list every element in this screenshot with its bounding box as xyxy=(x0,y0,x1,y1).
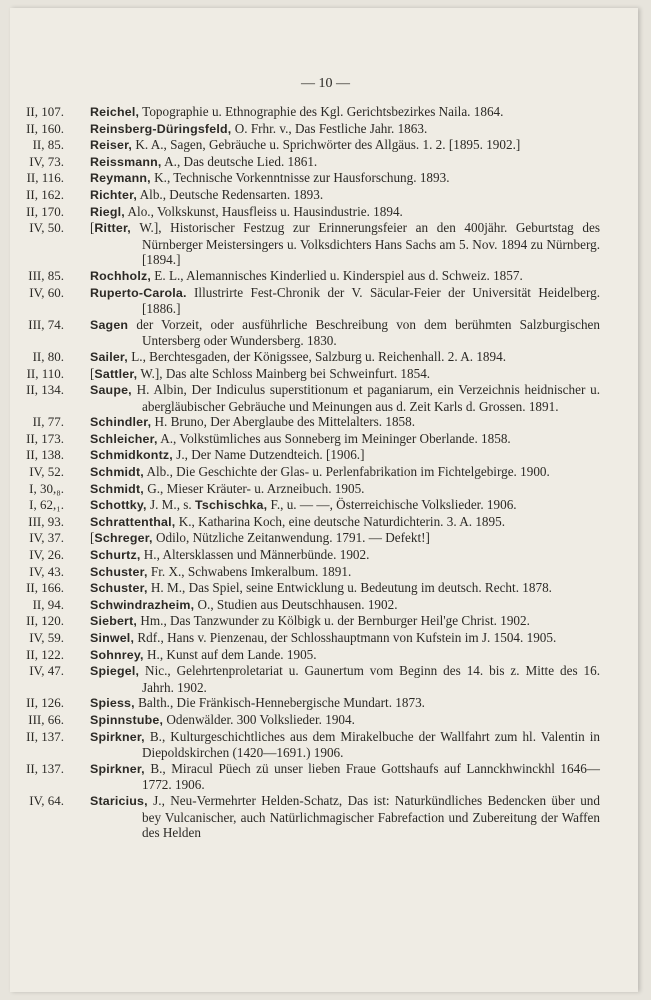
bibliography-entry xyxy=(26,170,600,187)
entry-author: Sattler, xyxy=(94,366,138,381)
bibliography-entry xyxy=(32,414,600,431)
entry-reference: II, 134. xyxy=(26,382,64,398)
entry-text: K. A., Sagen, Gebräuche u. Sprichwörter des Allgäus. 1. 2. [1895. 1902.] xyxy=(132,137,521,153)
entry-author: Siebert, xyxy=(90,614,138,629)
entry-text: H. Albin, Der Indiculus superstitionum et paganiarum, ein Verzeichnis heidnischer u. abergläubischer Gebräuche und Meinungen aus d. Zeit Karls d. Grossen. 1891. xyxy=(131,382,600,414)
bibliography-entry xyxy=(29,220,600,268)
bibliography-entry xyxy=(28,316,600,349)
entry-reference: III, 74. xyxy=(28,316,64,332)
entry-reference: II, 126. xyxy=(26,695,64,711)
entry-body xyxy=(90,317,600,349)
entry-reference: IV, 60. xyxy=(29,284,64,300)
bibliography-entry xyxy=(29,153,600,171)
entry-text: J., Der Name Dutzendteich. [1906.] xyxy=(172,447,365,463)
entry-author: Schwindrazheim, xyxy=(90,597,195,612)
entry-reference: III, 93. xyxy=(28,513,64,529)
bibliography-entry xyxy=(29,464,600,481)
entry-author: Ruperto-Carola. xyxy=(90,285,187,300)
entry-author: Schindler, xyxy=(90,415,152,430)
entry-reference: IV, 73. xyxy=(29,153,64,169)
entry-author: Sagen xyxy=(90,317,129,332)
entry-author: Spirkner, xyxy=(90,729,145,744)
entry-body xyxy=(90,268,600,285)
entry-author: Rochholz, xyxy=(90,268,151,283)
bibliography-entry xyxy=(26,646,600,664)
entry-reference: II, 107. xyxy=(26,104,64,119)
entry-reference: II, 120. xyxy=(26,613,64,629)
entry-body xyxy=(90,663,600,695)
entry-text: Hm., Das Tanzwunder zu Kölbigk u. der Bernburger Heil'ge Christ. 1902. xyxy=(137,613,530,629)
entry-text: Odenwälder. 300 Volkslieder. 1904. xyxy=(163,711,355,727)
entry-bracket: [ xyxy=(90,530,95,546)
entry-body xyxy=(90,580,600,597)
entry-body xyxy=(90,564,600,581)
entry-reference: IV, 26. xyxy=(29,547,64,563)
bibliography-entry xyxy=(26,365,600,383)
entry-body xyxy=(90,481,600,498)
bibliography-entry xyxy=(29,630,600,647)
entry-reference: IV, 64. xyxy=(29,792,64,808)
entry-body xyxy=(90,447,600,464)
entry-author: Schrattenthal, xyxy=(90,514,176,529)
entry-reference: IV, 43. xyxy=(29,563,64,579)
entry-author: Schmidkontz, xyxy=(90,448,173,463)
entry-author: Ritter, xyxy=(94,221,131,236)
entry-author: Schuster, xyxy=(90,581,148,596)
entry-body xyxy=(90,761,600,793)
entry-author: Schmidt, xyxy=(90,481,144,496)
entry-reference: II, 122. xyxy=(26,646,64,662)
entry-reference: II, 94. xyxy=(32,596,64,612)
bibliography-entry xyxy=(29,563,600,581)
entry-author: Schreger, xyxy=(94,531,153,546)
entry-bracket: [ xyxy=(90,220,95,236)
bibliography-list xyxy=(26,104,600,841)
entry-body xyxy=(90,187,600,204)
bibliography-entry xyxy=(28,267,600,285)
entry-author: Sinwel, xyxy=(90,631,135,645)
entry-body xyxy=(90,793,600,841)
entry-body xyxy=(90,382,600,414)
entry-reference: II, 173. xyxy=(26,430,64,446)
entry-author: Spinnstube, xyxy=(90,712,164,727)
entry-text: Nic., Gelehrtenproletariat u. Gaunertum vom Beginn des 14. bis z. Mitte des 16. Jahrh. 1902. xyxy=(139,663,600,695)
bibliography-entry xyxy=(26,203,600,221)
entry-body xyxy=(90,204,600,221)
entry-body xyxy=(90,104,600,121)
bibliography-entry xyxy=(29,663,600,695)
entry-author: Reichel, xyxy=(90,105,140,119)
entry-text: A., Volkstümliches aus Sonneberg im Meininger Oberlande. 1858. xyxy=(157,430,511,446)
entry-body xyxy=(90,547,600,564)
entry-reference: IV, 47. xyxy=(29,663,64,679)
entry-body xyxy=(90,647,600,664)
entry-reference: II, 160. xyxy=(26,120,64,136)
bibliography-entry xyxy=(26,447,600,464)
bibliography-entry xyxy=(26,186,600,204)
entry-author: Reinsberg-Düringsfeld, xyxy=(90,121,232,136)
entry-text: H., Altersklassen und Männerbünde. 1902. xyxy=(140,547,370,563)
entry-text: W.], Historischer Festzug zur Erinnerungsfeier an den 400jähr. Geburtstag des Nürnberger Meistersingers u. Volksdichters Hans Sachs am 5. Nov. 1894 zu Nürnberg. [1894.] xyxy=(130,220,600,268)
bibliography-entry xyxy=(26,120,600,138)
entry-text: Alo., Volkskunst, Hausfleiss u. Hausindustrie. 1894. xyxy=(124,203,403,219)
entry-body xyxy=(90,695,600,712)
entry-reference: II, 166. xyxy=(26,580,64,596)
entry-text: O. Frhr. v., Das Festliche Jahr. 1863. xyxy=(231,120,428,136)
entry-text: L., Berchtesgaden, der Königssee, Salzburg u. Reichenhall. 2. A. 1894. xyxy=(127,348,506,364)
entry-reference: I, 62,₁. xyxy=(29,497,64,513)
entry-text: H. Bruno, Der Aberglaube des Mittelalters. 1858. xyxy=(151,414,416,430)
entry-body xyxy=(90,597,600,614)
entry-body xyxy=(90,497,600,514)
entry-body xyxy=(90,712,600,729)
bibliography-entry xyxy=(29,284,600,317)
bibliography-entry xyxy=(29,547,600,564)
entry-author: Sohnrey, xyxy=(90,647,144,662)
entry-body xyxy=(90,366,600,383)
entry-text: H., Kunst auf dem Lande. 1905. xyxy=(143,646,317,662)
entry-author: Saupe, xyxy=(90,383,132,398)
entry-author: Tschischka, xyxy=(195,498,268,513)
entry-body xyxy=(90,464,600,481)
entry-reference: II, 138. xyxy=(26,447,64,463)
entry-text: der Vorzeit, oder ausführliche Beschreibung von dem berühmten Salzburgischen Untersberg oder Wundersberg. 1830. xyxy=(128,316,600,349)
entry-reference: II, 137. xyxy=(26,760,64,776)
entry-reference: II, 162. xyxy=(26,186,64,202)
entry-text: K., Technische Vorkenntnisse zur Hausforschung. 1893. xyxy=(150,170,450,186)
entry-reference: II, 77. xyxy=(32,414,64,430)
entry-body xyxy=(90,285,600,317)
bibliography-entry xyxy=(26,613,600,630)
bibliography-entry xyxy=(29,480,600,498)
entry-text: Topographie u. Ethnographie des Kgl. Gerichtsbezirkes Naila. 1864. xyxy=(139,104,504,119)
entry-reference: III, 66. xyxy=(28,711,64,727)
entry-body xyxy=(90,613,600,630)
entry-body xyxy=(90,530,600,547)
entry-text: Illustrirte Fest-Chronik der V. Säcular-Feier der Universität Heidelberg. [1886.] xyxy=(142,284,600,317)
bibliography-entry xyxy=(26,104,600,121)
entry-text: O., Studien aus Deutschhausen. 1902. xyxy=(194,596,398,612)
bibliography-entry xyxy=(32,596,600,614)
entry-author: Spiess, xyxy=(90,696,135,711)
entry-reference: III, 85. xyxy=(28,267,64,283)
entry-bracket: [ xyxy=(90,365,95,381)
entry-text: Odilo, Nützliche Zeitanwendung. 1791. — Defekt!] xyxy=(152,530,430,546)
entry-text: W.], Das alte Schloss Mainberg bei Schweinfurt. 1854. xyxy=(137,365,431,381)
entry-reference: I, 30,₈. xyxy=(29,480,64,496)
entry-text: Fr. X., Schwabens Imkeralbum. 1891. xyxy=(147,563,352,579)
entry-reference: IV, 52. xyxy=(29,464,64,480)
bibliography-entry xyxy=(28,711,600,729)
entry-author: Reiser, xyxy=(90,138,133,153)
entry-author: Schmidt, xyxy=(90,465,144,480)
entry-author: Riegl, xyxy=(90,204,125,219)
entry-text: B., Kulturgeschichtliches aus dem Mirakelbuche der Wallfahrt zum hl. Valentin in Diepoldskirchen (1420—1691.) 1906. xyxy=(142,728,600,761)
entry-author: Schuster, xyxy=(90,564,148,579)
entry-body xyxy=(90,170,600,187)
entry-author: Richter, xyxy=(90,187,138,202)
bibliography-entry xyxy=(26,728,600,761)
entry-body xyxy=(90,137,600,154)
entry-reference: II, 170. xyxy=(26,203,64,219)
entry-body xyxy=(90,349,600,366)
entry-text: K., Katharina Koch, eine deutsche Naturdichterin. 3. A. 1895. xyxy=(175,513,506,529)
entry-text: Balth., Die Fränkisch-Hennebergische Mundart. 1873. xyxy=(134,695,425,711)
entry-reference: II, 116. xyxy=(26,170,64,186)
entry-text: J., Neu-Vermehrter Helden-Schatz, Das ist: Naturkündliches Bedencken über und bey Vulcanischer, auch Natürlichmagischer Fabrefaction und Zubereitung der Waffen des Helden xyxy=(142,792,600,841)
entry-reference: IV, 50. xyxy=(29,220,64,236)
bibliography-entry xyxy=(32,137,600,154)
entry-text: G., Mieser Kräuter- u. Arzneibuch. 1905. xyxy=(143,480,365,496)
entry-reference: II, 85. xyxy=(32,137,64,153)
entry-reference: IV, 37. xyxy=(29,530,64,546)
entry-author: Schleicher, xyxy=(90,431,158,446)
entry-text: J. M., s. xyxy=(146,497,196,513)
bibliography-entry xyxy=(26,695,600,712)
entry-body xyxy=(90,121,600,138)
entry-reference: II, 137. xyxy=(26,728,64,744)
entry-body xyxy=(90,514,600,531)
entry-text: E. L., Alemannisches Kinderlied u. Kinderspiel aus d. Schweiz. 1857. xyxy=(151,267,523,283)
entry-text: Alb., Deutsche Redensarten. 1893. xyxy=(137,186,324,202)
entry-author: Sailer, xyxy=(90,349,128,364)
entry-text: F., u. — —, Österreichische Volkslieder. 1906. xyxy=(267,497,517,513)
entry-author: Reymann, xyxy=(90,171,151,186)
entry-text: H. M., Das Spiel, seine Entwicklung u. Bedeutung im deutsch. Recht. 1878. xyxy=(147,580,552,596)
entry-reference: II, 80. xyxy=(32,348,64,364)
page-number: — 10 — xyxy=(301,76,350,91)
bibliography-entry xyxy=(28,513,600,531)
entry-text: Rdf., Hans v. Pienzenau, der Schlosshauptmann von Kufstein im J. 1504. 1905. xyxy=(134,630,557,645)
entry-body xyxy=(90,630,600,647)
entry-text: Alb., Die Geschichte der Glas- u. Perlenfabrikation im Fichtelgebirge. 1900. xyxy=(143,464,550,480)
entry-reference: II, 110. xyxy=(26,365,64,381)
entry-text: A., Das deutsche Lied. 1861. xyxy=(161,153,318,169)
bibliography-entry xyxy=(29,530,600,547)
bibliography-entry xyxy=(26,580,600,597)
entry-author: Staricius, xyxy=(90,793,148,808)
entry-body xyxy=(90,431,600,448)
entry-author: Schottky, xyxy=(90,498,147,513)
entry-author: Reissmann, xyxy=(90,154,162,169)
entry-body xyxy=(90,220,600,268)
entry-body xyxy=(90,154,600,171)
entry-body xyxy=(90,414,600,431)
entry-reference: IV, 59. xyxy=(29,630,64,645)
bibliography-entry xyxy=(26,760,600,793)
bibliography-entry xyxy=(32,348,600,366)
bibliography-entry xyxy=(26,430,600,448)
entry-author: Schurtz, xyxy=(90,548,141,563)
entry-author: Spirkner, xyxy=(90,761,145,776)
bibliography-entry xyxy=(29,497,600,514)
bibliography-entry xyxy=(29,792,600,841)
entry-body xyxy=(90,729,600,761)
entry-author: Spiegel, xyxy=(90,664,140,679)
entry-text: B., Miracul Püech zü unser lieben Fraue Gottshaufs auf Lannckhwinckhl 1646—1772. 1906. xyxy=(142,760,600,793)
bibliography-entry xyxy=(26,382,600,414)
